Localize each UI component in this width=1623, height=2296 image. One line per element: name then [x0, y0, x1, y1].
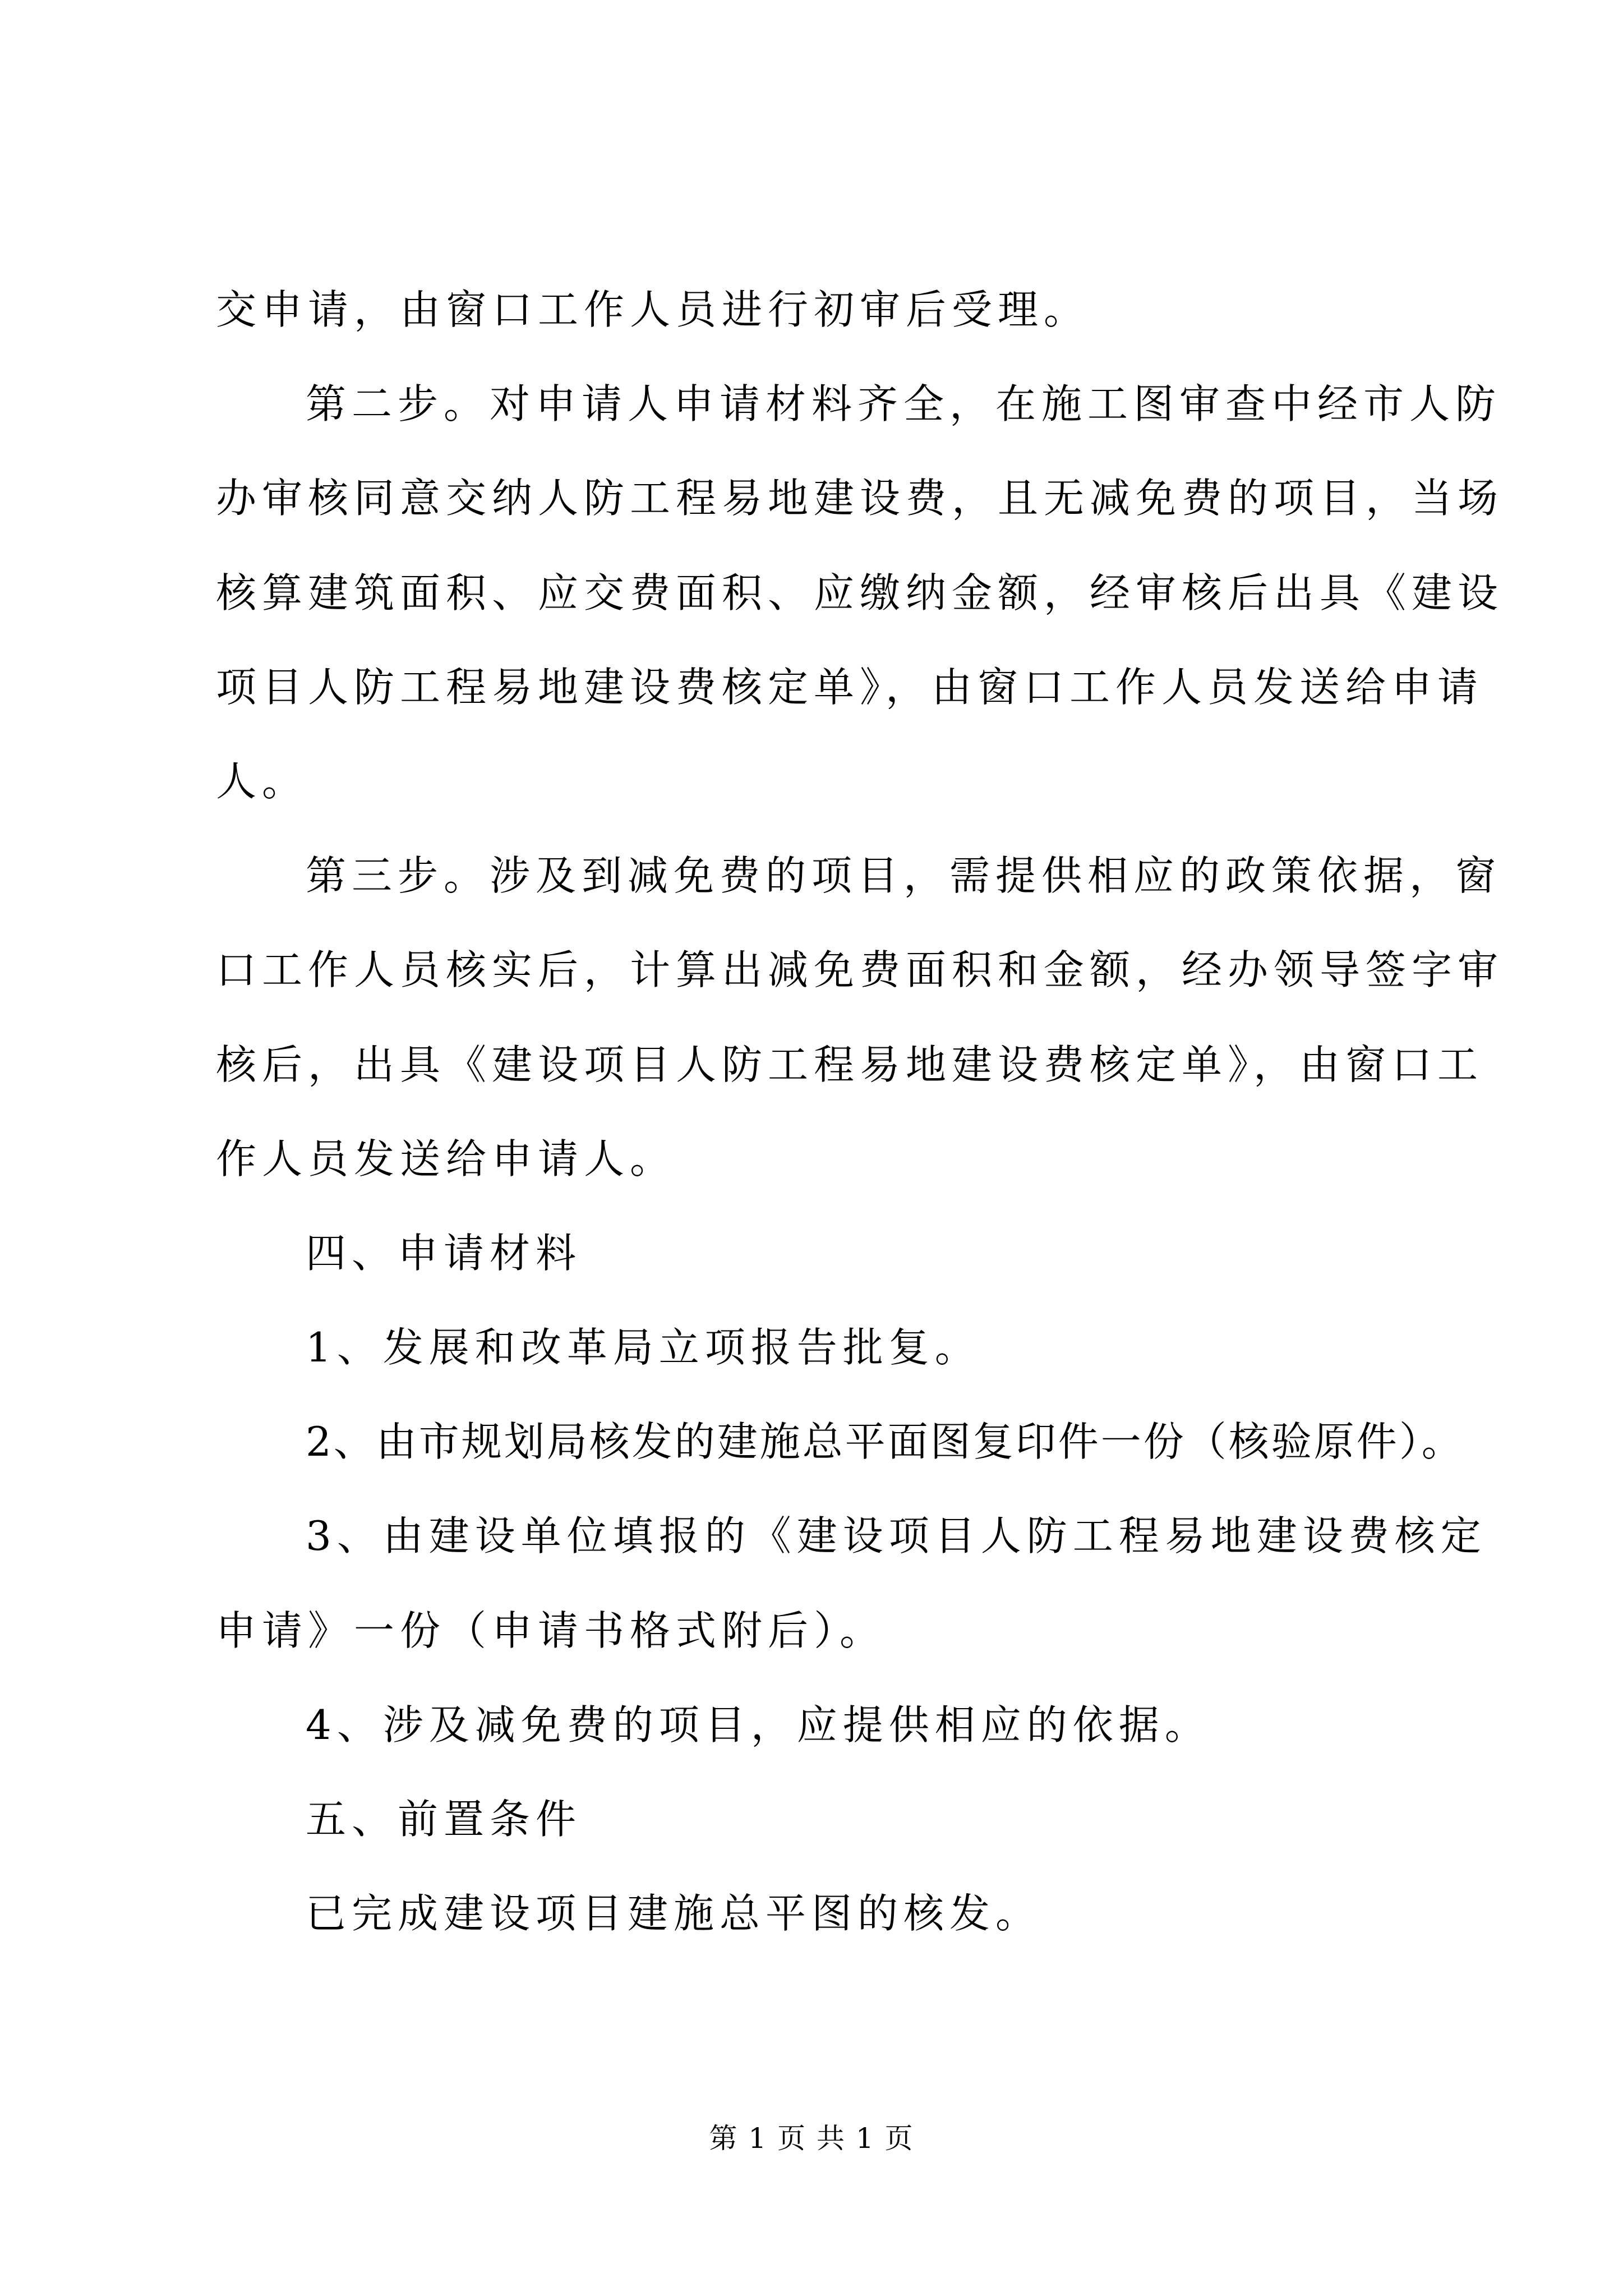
list-item: 2、由市规划局核发的建施总平面图复印件一份（核验原件）。 — [306, 1418, 1464, 1466]
paragraph-line: 办审核同意交纳人防工程易地建设费，且无减免费的项目，当场 — [216, 475, 1504, 522]
paragraph-line: 交申请，由窗口工作人员进行初审后受理。 — [216, 286, 1090, 333]
paragraph-line: 已完成建设项目建施总平图的核发。 — [306, 1890, 1042, 1938]
paragraph-line: 第三步。涉及到减免费的项目，需提供相应的政策依据，窗 — [306, 852, 1502, 900]
document-body — [216, 286, 1504, 1987]
paragraph-line: 口工作人员核实后，计算出减免费面积和金额，经办领导签字审 — [216, 946, 1504, 994]
paragraph-line: 作人员发送给申请人。 — [216, 1135, 676, 1182]
page-footer: 第 1 页 共 1 页 — [709, 2122, 914, 2155]
section-heading: 五、前置条件 — [306, 1796, 582, 1843]
list-item: 4、涉及减免费的项目，应提供相应的依据。 — [306, 1701, 1211, 1749]
list-item: 1、发展和改革局立项报告批复。 — [306, 1324, 981, 1372]
list-item-continuation: 申请》一份（申请书格式附后）。 — [216, 1607, 886, 1654]
paragraph-line: 第二步。对申请人申请材料齐全，在施工图审查中经市人防 — [306, 380, 1502, 428]
paragraph-line: 项目人防工程易地建设费核定单》，由窗口工作人员发送给申请 — [216, 663, 1484, 711]
paragraph-line: 人。 — [216, 757, 308, 805]
paragraph-line: 核后，出具《建设项目人防工程易地建设费核定单》，由窗口工 — [216, 1041, 1484, 1088]
list-item: 3、由建设单位填报的《建设项目人防工程易地建设费核定 — [306, 1512, 1487, 1560]
section-heading: 四、申请材料 — [306, 1229, 582, 1277]
paragraph-line: 核算建筑面积、应交费面积、应缴纳金额，经审核后出具《建设 — [216, 569, 1504, 616]
